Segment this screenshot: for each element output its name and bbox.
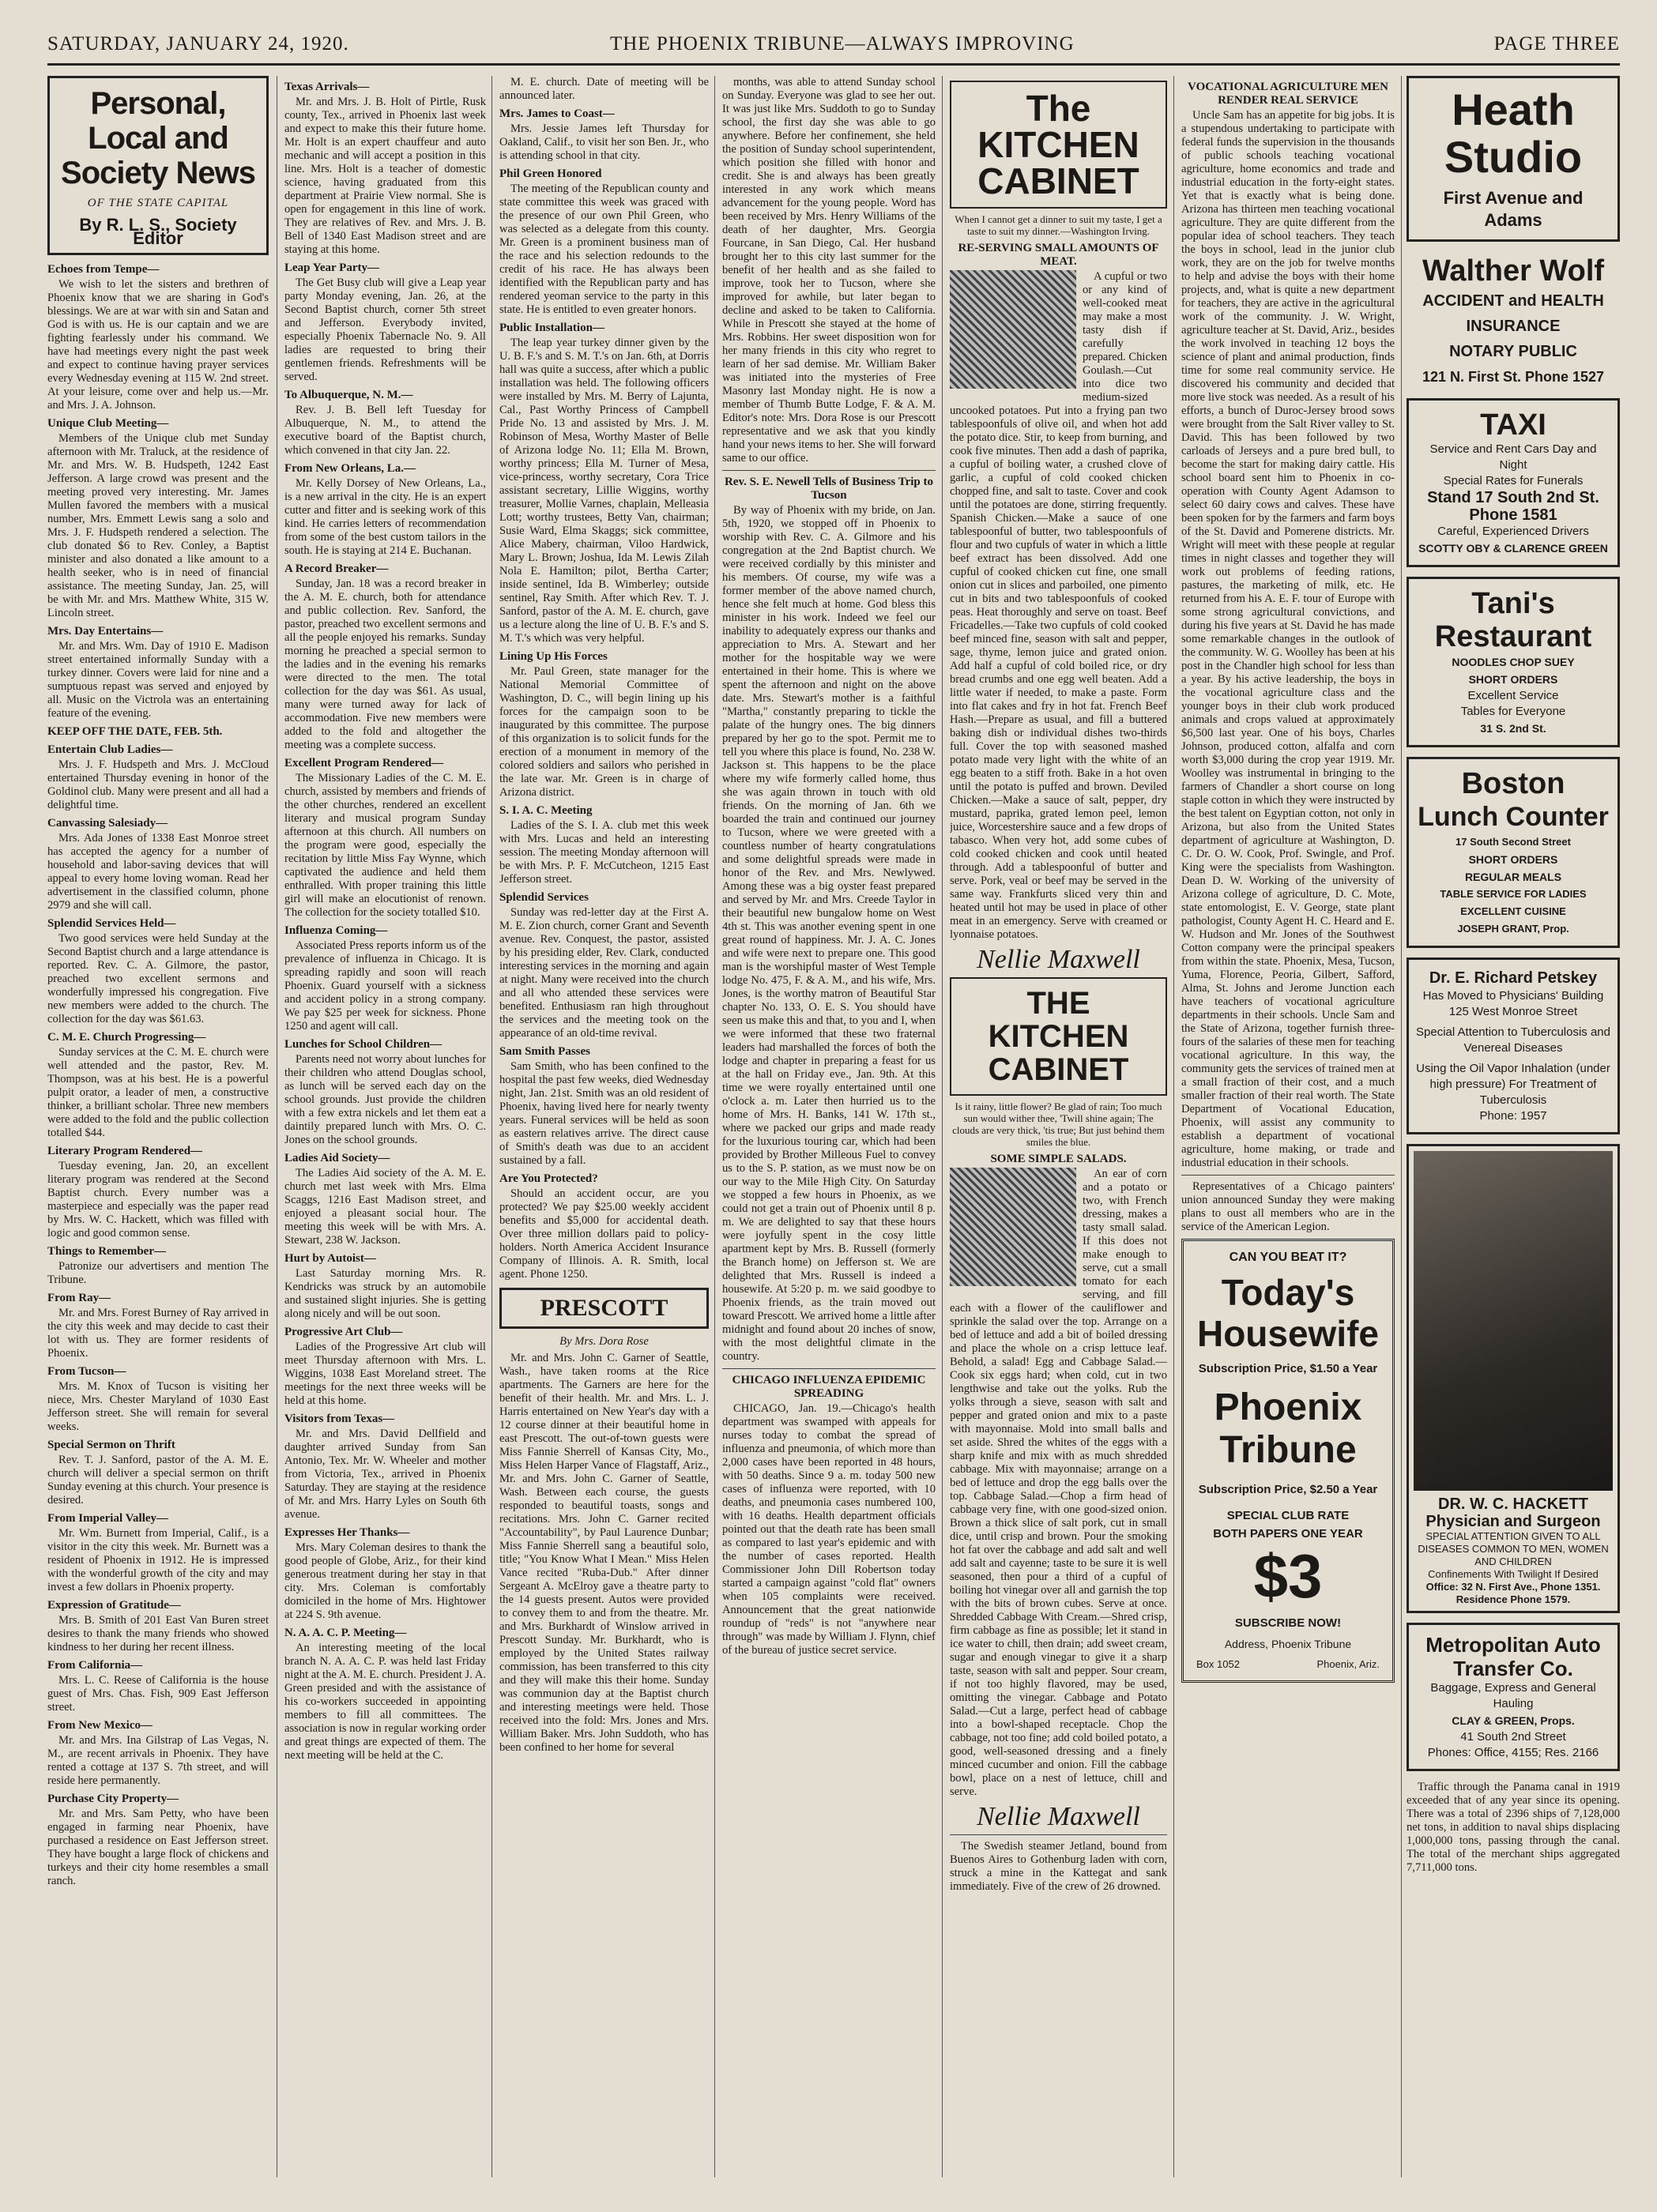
item-text: Associated Press reports inform us of the prevalence of influenza in Chicago. It is spreading rapidly and soon will reach Phoenix. Guard yourself with a sickness and accident policy in a strong company. We pay $25 per week for sickness. Phone 1250 and agent will call. bbox=[284, 939, 486, 1033]
column-rule bbox=[1401, 76, 1402, 2177]
newell-headline: Rev. S. E. Newell Tells of Business Trip to Tucson bbox=[722, 470, 936, 502]
item-heading: From Tucson— bbox=[47, 1365, 126, 1378]
wolf-line-2: ACCIDENT and HEALTH bbox=[1422, 292, 1604, 310]
item-text: Sunday was red-letter day at the First A. M. E. Zion church, corner Grant and Seventh avenue. Rev. Conquest, the pastor, assisted by his presiding elder, Rev. Clark, conducted interesting services in the morning and again at night. Many were received into the church and all who attended these services were benefited. Enthusiasm ran high throughout the services and the meeting took on the appearance of an old-time revival. bbox=[499, 906, 709, 1040]
item-text: Sunday, Jan. 18 was a record breaker in the A. M. E. church, both for attendance and public collection. Rev. Sanford, the pastor, preached two excellent sermons and all the people enjoyed his remarks. Sunday morning he preached a special sermon to the ladies and in the evening his remarks were directed to the men. The total collection for the day was $61. As usual, many were turned away for lack of accommodation. Five new members were added to the fold and altogether the meeting was a complete success. bbox=[284, 577, 486, 751]
item-text: Mrs. M. Knox of Tucson is visiting her niece, Mrs. Chester Maryland of 1030 East Jefferson street. She will remain for several weeks. bbox=[47, 1380, 269, 1433]
boston-line-3: 17 South Second Street bbox=[1456, 836, 1571, 848]
metro-line-5: 41 South 2nd Street bbox=[1460, 1730, 1566, 1744]
society-byline: By R. L. S., Society Editor bbox=[79, 215, 237, 248]
metro-line-2: Transfer Co. bbox=[1453, 1657, 1573, 1680]
metro-line-1: Metropolitan Auto bbox=[1425, 1633, 1601, 1657]
item-heading: Things to Remember— bbox=[47, 1245, 166, 1258]
sub-ad-club-price: $3 bbox=[1253, 1541, 1323, 1611]
boston-line-2: Lunch Counter bbox=[1418, 802, 1609, 832]
masthead bbox=[47, 33, 1620, 57]
taxi-line-5: Phone 1581 bbox=[1469, 506, 1557, 524]
item-heading: Canvassing Salesiady— bbox=[47, 817, 168, 830]
wolf-line-1: Walther Wolf bbox=[1422, 254, 1605, 288]
painters-brief: Representatives of a Chicago painters' union announced Sunday they were making plans to oust all members who are in the service of the American Legion. bbox=[1181, 1175, 1395, 1234]
wolf-line-5: 121 N. First St. Phone 1527 bbox=[1422, 369, 1605, 385]
petskey-line-2: Has Moved to Physicians' Building bbox=[1422, 989, 1604, 1003]
item-heading: Phil Green Honored bbox=[499, 167, 602, 180]
item-text: Mrs. B. Smith of 201 East Van Buren street desires to thank the many friends who showed kindness to her during her recent illness. bbox=[47, 1614, 269, 1653]
item-text: Mr. Kelly Dorsey of New Orleans, La., is a new arrival in the city. He is an expert cutter and fitter and is seeking work of this kind. He carries letters of recommendation from some of the best custom tailors in the south. He is staying at 214 E. Buchanan. bbox=[284, 477, 486, 557]
item-text: Mr. and Mrs. Ina Gilstrap of Las Vegas, N. M., are recent arrivals in Phoenix. They have rented a cottage at 137 S. 7th street, and will reside here permanently. bbox=[47, 1734, 269, 1787]
item-text: Rev. T. J. Sanford, pastor of the A. M. E. church will deliver a special sermon on thrift Sunday evening at this church. Your presence is desired. bbox=[47, 1454, 269, 1507]
sub-ad-both: BOTH PAPERS ONE YEAR bbox=[1213, 1527, 1363, 1540]
item-heading: Expresses Her Thanks— bbox=[284, 1526, 410, 1539]
item-heading: Splendid Services bbox=[499, 891, 589, 904]
flu-text: CHICAGO, Jan. 19.—Chicago's health department was swamped with appeals for nurses today to combat the spread of influenza and pneumonia, of which more than 2,000 cases have been reported in 48 hours, with 50 deaths. Since 9 a. m. today 500 new cases of influenza were reported, with 10 deaths, and pneumonia cases numbered 100, with 16 deaths. Health department officials pointed out that the death rate has been small as compared to last year's epidemic and with the number of cases reported. Health Commissioner John Dill Robertson today started a campaign against "cold flat" owners when 105 complaints were received. Announcement that the great nationwide roundup of "reds" is not "anywhere near through" was made by William J. Flynn, chief of the bureau of justice secret service. bbox=[722, 1402, 936, 1657]
kitchen-heading-1: RE-SERVING SMALL AMOUNTS OF MEAT. bbox=[958, 242, 1159, 268]
prescott-byline: By Mrs. Dora Rose bbox=[559, 1335, 649, 1348]
boston-line-7: EXCELLENT CUISINE bbox=[1460, 905, 1566, 917]
item-text: Rev. J. B. Bell left Tuesday for Albuquerque, N. M., to attend the executive board of the Baptist church, which convened in that city Jan. 22. bbox=[284, 404, 486, 457]
item-heading: N. A. A. C. P. Meeting— bbox=[284, 1627, 407, 1639]
item-heading: Echoes from Tempe— bbox=[47, 263, 160, 276]
item-heading: Visitors from Texas— bbox=[284, 1413, 395, 1425]
item-text: An interesting meeting of the local branch N. A. A. C. P. was held last Friday night at the A. M. E. church. President J. A. Green presided and with the assistance of his co-workers succeeded in appointing members to fill all committees. The association is now in regular working order and great things are expected of them. The next meeting will be held at the C. bbox=[284, 1642, 486, 1762]
tani-line-7: 31 S. 2nd St. bbox=[1480, 722, 1546, 735]
boston-lunch-ad bbox=[1407, 757, 1620, 948]
item-text: Mr. and Mrs. Wm. Day of 1910 E. Madison street entertained informally Sunday with a turkey dinner. Covers were laid for nine and a sumptuous repast was served and enjoyed by all. Music on the Victrola was an entertaining feature of the evening. bbox=[47, 640, 269, 720]
col2-items bbox=[284, 81, 486, 1762]
society-items bbox=[47, 263, 269, 1888]
item-heading: Entertain Club Ladies— bbox=[47, 743, 173, 756]
kitchen-heading-2: SOME SIMPLE SALADS. bbox=[990, 1153, 1127, 1165]
column-5 bbox=[950, 76, 1167, 2177]
item-heading: Sam Smith Passes bbox=[499, 1045, 591, 1058]
sub-ad-box: Box 1052 bbox=[1196, 1658, 1240, 1670]
wolf-line-3: INSURANCE bbox=[1466, 318, 1561, 335]
wolf-line-4: NOTARY PUBLIC bbox=[1449, 343, 1577, 360]
sub-ad-box-row bbox=[1188, 1657, 1388, 1671]
kitchen-signature-2: Nellie Maxwell bbox=[977, 1802, 1140, 1831]
taxi-line-4: Stand 17 South 2nd St. bbox=[1427, 489, 1599, 506]
item-heading: Mrs. Day Entertains— bbox=[47, 625, 164, 638]
petskey-line-5: Using the Oil Vapor Inhalation (under high pressure) For Treatment of Tuberculosis bbox=[1416, 1062, 1610, 1107]
kitchen-verse-2: Is it rainy, little flower? Be glad of rain; Too much sun would wither thee, 'Twill shine again; The clouds are very thick, 'tis true; But just behind them smiles the blue. bbox=[952, 1100, 1165, 1148]
item-heading: KEEP OFF THE DATE, FEB. 5th. bbox=[47, 725, 223, 738]
taxi-ad bbox=[1407, 398, 1620, 567]
item-text: We wish to let the sisters and brethren of Phoenix know that we are sharing in God's blessings. We are at war with sin and Satan and God is with us. He is our captain and we are fighting fearlessly under his command. We have had meetings every night the past week and expect to continue having prayer services every Wednesday evening at 115 W. 2nd street. At your leisure, come over and help us.—Mr. and Mrs. J. A. Johnson. bbox=[47, 278, 269, 412]
prescott-continued: months, was able to attend Sunday school on Sunday. Everyone was glad to see her out. It was just like Mrs. Suddoth to go to Sunday school, the first day she was able to go anywhere. Before her confinement, she held the position of Sunday school superintendent, which position she filled with honor and credit. She is and always has been greatly interested in any work which means advancement for the young people. Word has been received by Mrs. Henry Williams of the death of her daughter, Mrs. Georgia Fourcane, in San Diego, Cal. Her husband brought her to this city last summer for the benefit of her health and as she failed to improve, took her to Tucson, where she improved for awhile, but later began to decline and asked to be taken to California. While in Prescott she stayed at the home of Mrs. Robbins. Her sweet disposition won for her many friends in this city who regret to learn of her sad demise. Mr. William Baker was initiated into the mysteries of Free Masonry last Monday night. He is now a member of Thumb Butte Lodge, F. & A. M. Editor's note: Mrs. Dora Rose is our Prescott representative and we ask that you kindly hand your news items to her. She will forward same to our office. bbox=[722, 76, 936, 465]
item-text: Mr. and Mrs. David Dellfield and daughter arrived Sunday from San Antonio, Tex. Mr. W. Wheeler and mother from Victoria, Tex., arrived in Phoenix Saturday. They are staying at the residence of Mr. and Mrs. Harry Lyles on South 6th avenue. bbox=[284, 1428, 486, 1521]
item-heading: Unique Club Meeting— bbox=[47, 417, 169, 430]
item-heading: Public Installation— bbox=[499, 322, 604, 334]
petskey-line-3: 125 West Monroe Street bbox=[1448, 1005, 1578, 1018]
prescott-title: PRESCOTT bbox=[540, 1295, 668, 1321]
item-text: Last Saturday morning Mrs. R. Kendricks was struck by an automobile and sustained slight injuries. She is getting along nicely and will be out soon. bbox=[284, 1267, 486, 1320]
item-text: Mr. Wm. Burnett from Imperial, Calif., is a visitor in the city this week. Mr. Burnett was a resident of Phoenix in 1912. He is impressed with the wonderful growth of the city and may invest a few dollars in Phoenix property. bbox=[47, 1527, 269, 1593]
item-text: Sunday services at the C. M. E. church were well attended and the pastor, Rev. M. Thompson, was at his best. He is a powerful pulpit orator, a leader of men, a constructive thinker, a brilliant scholar. Three new members were added to the fold and the public collection totalled $44. bbox=[47, 1046, 269, 1139]
boston-line-5: REGULAR MEALS bbox=[1464, 871, 1562, 883]
item-text: Members of the Unique club met Sunday afternoon with Mr. Traluck, at the residence of Mr. and Mrs. W. B. Hudspeth, 1242 East Jefferson. A large crowd was present and the meeting proved very interesting. Mr. James Mullen favored the members with a musical number, Mrs. Emmett Lewis sang a solo and Mrs. J. F. Hudspeth rendered a selection. The club donated $6 to Rev. Conley, a Baptist minister and also donated a like amount to a health seeker, who is in need of financial assistance. The meeting Sunday, Jan. 25, will be with Mr. and Mrs. Matthew White, 315 W. Lincoln street. bbox=[47, 432, 269, 619]
panama-brief: Traffic through the Panama canal in 1919 exceeded that of any year since its opening. There was a total of 2396 ships of 7,128,000 net tons, in addition to naval ships displacing 1,000,000 tons, passing through the canal. The total of the merchant ships aggregated 7,711,000 tons. bbox=[1407, 1781, 1620, 1874]
item-text: Mrs. L. C. Reese of California is the house guest of Mrs. Chas. Fish, 909 East Jefferson street. bbox=[47, 1674, 269, 1714]
item-text: The Missionary Ladies of the C. M. E. church, assisted by members and friends of the other churches, rendered an excellent literary and musical program Sunday afternoon at this church. All numbers on the program were good, especially the recitation by little Miss Fay Wynne, which captivated the audience and held them enthralled. With proper training this little girl will make an elocutionist of renown. The collection for the society totalled $10. bbox=[284, 772, 486, 919]
item-heading: Are You Protected? bbox=[499, 1172, 598, 1185]
tanis-restaurant-ad bbox=[1407, 577, 1620, 747]
hackett-line-5: Office: 32 N. First Ave., Phone 1351. bbox=[1425, 1581, 1601, 1593]
item-heading: From California— bbox=[47, 1659, 143, 1672]
item-text: Tuesday evening, Jan. 20, an excellent literary program was rendered at the Second Baptist church. Every number was a masterpiece and especially was the paper read by Mrs. W. C. Hackett, which was filled with logic and good common sense. bbox=[47, 1160, 269, 1240]
taxi-line-2: Service and Rent Cars Day and Night bbox=[1429, 442, 1597, 472]
column-6 bbox=[1181, 76, 1395, 2177]
prescott-text: Mr. and Mrs. John C. Garner of Seattle, Wash., have taken rooms at the Rice apartments. The Garners are here for the benefit of their health. Mr. and Mrs. L. J. Harris entertained on New Year's day with a 12 course dinner at their beautiful home in east Prescott. The out-of-town guests were Miss Fannie Sherrell of Kansas City, Mo., Miss Helen Harper Vance of Flagstaff, Ariz., Mr. and Mrs. John C. Garner of Seattle, Wash. Between each course, the guests responded to beautiful toasts, songs and recitations. Mrs. John C. Garner recited "Accountability", by Paul Laurence Dunbar; Miss Fannie Sherrell sang a beautiful solo, title; "You Know What I Mean." Miss Helen Vance recited "Ruba-Dub." After dinner Sergeant A. McElroy gave a theatre party to the 14 guests present. Autos were provided to convey them to and from the theatre. Mr. and Mrs. Burkhardt of Winslow arrived in Prescott Sunday. Mr. Burkhardt, who is employed by the United States railway commission, has been transferred to this city and they will make this their home. Sunday was communion day at the Baptist church and interesting meetings were held. Those received into the fold: Mrs. Jones and Mrs. William Baker. Mrs. John Suddoth, who has been confined to her home for several bbox=[499, 1352, 709, 1754]
item-text: Mr. and Mrs. Forest Burney of Ray arrived in the city this week and may decide to cast their lot with us. They are former residents of Phoenix. bbox=[47, 1307, 269, 1360]
heath-line-1: Heath bbox=[1452, 85, 1575, 134]
petskey-line-1: Dr. E. Richard Petskey bbox=[1429, 969, 1598, 987]
sub-ad-club: SPECIAL CLUB RATE bbox=[1226, 1509, 1350, 1522]
tani-line-5: Excellent Service bbox=[1467, 689, 1559, 702]
boston-line-1: Boston bbox=[1461, 767, 1565, 800]
item-text: The leap year turkey dinner given by the U. B. F.'s and S. M. T.'s on Jan. 6th, at Dorris hall was quite a success, after which a public installation was held. The following officers were installed by Mrs. M. Berry of Lajunta, Cal., Past Worthy Princess of Campbell Pride No. 13 and assisted by Mrs. J. M. Robinson of Mesa, Worthy Master of Belle of Arizona lodge No. 11; Ella M. Brown, worthy princess; Ella M. Turner of Mesa, vice-princess, worthy secretary, Cora Trice assistant secretary, Lillie Wiggins, worthy treasurer, Mollie Varnes, chaplain, Melleasia Lott; worthy trustees, Betty Van, chairman; Susie Ward, Elma Skaggs; sick committee, Alice Mabery, chairman, Viloo Hardwick, Mary L. Brown; Joshua, Ida M. Lewis Zilah Nola E. Hamilton; pilot, Bertha Carter; inside sentinel, Ida B. Wimberley; outside sentinel, Ray Smith. After which Rev. T. J. Sanford, pastor of the A. M. E. church, gave us a lecture along the line of U. B. F.'s and S. M. T.'s which was very helpful. bbox=[499, 337, 709, 645]
item-heading: Expression of Gratitude— bbox=[47, 1599, 181, 1612]
column-4 bbox=[722, 76, 936, 2177]
heath-line-3: First Avenue and Adams bbox=[1443, 188, 1584, 230]
sub-ad-city: Phoenix, Ariz. bbox=[1316, 1658, 1380, 1670]
item-text: Mrs. Mary Coleman desires to thank the good people of Globe, Ariz., for their kind generous treatment during her stay in that city. Mrs. Coleman is comfortably domiciled in the home of Mrs. Hightower at 224 S. 9th avenue. bbox=[284, 1541, 486, 1621]
item-heading: Lunches for School Children— bbox=[284, 1038, 442, 1051]
roast-illustration bbox=[950, 270, 1076, 389]
item-text: The Ladies Aid society of the A. M. E. church met last week with Mrs. Elma Scaggs, 1216 East Madison street, and enjoyed a pleasant social hour. The meeting this week will be with Mrs. A. Stewart, 238 W. Jackson. bbox=[284, 1167, 486, 1247]
hackett-line-2: Physician and Surgeon bbox=[1425, 1513, 1601, 1530]
item-heading: To Albuquerque, N. M.— bbox=[284, 389, 413, 401]
column-rule bbox=[942, 76, 943, 2177]
petskey-line-6: Phone: 1957 bbox=[1479, 1109, 1547, 1123]
item-text: Mr. and Mrs. J. B. Holt of Pirtle, Rusk county, Tex., arrived in Phoenix last week and expect to make this their future home. Mr. Holt is an expert chauffeur and auto mechanic and will accept a position in this line. Mrs. Holt is a teacher of domestic science, having graduated from this department at Prairie View normal. She is open for engagement in this line of work. They are relatives of Rev. and Mrs. J. B. Bell of 1340 East Madison street and are staying at this home. bbox=[284, 96, 486, 256]
boston-line-4: SHORT ORDERS bbox=[1468, 853, 1558, 866]
sub-ad-price-1: Subscription Price, $1.50 a Year bbox=[1198, 1362, 1378, 1375]
item-text: Mrs. Ada Jones of 1338 East Monroe street has accepted the agency for a number of household and labor-saving devices that will appeal to every home loving woman. Read her advertisement in the classified column, phone 2979 and she will call. bbox=[47, 832, 269, 912]
kitchen-cabinet-title-2: THE KITCHEN CABINET bbox=[950, 977, 1167, 1096]
item-text: Parents need not worry about lunches for their children who attend Douglas school, as lunch will be served each day on the school grounds. Just provide the children with a few extra nickels and let them eat a daintily prepared lunch with Mrs. O. C. Jones on the school grounds. bbox=[284, 1053, 486, 1146]
hackett-line-4: Confinements With Twilight If Desired bbox=[1428, 1568, 1599, 1580]
sub-ad-housewife: Today's Housewife bbox=[1196, 1272, 1380, 1354]
item-text: Two good services were held Sunday at the Second Baptist church and a large attendance is reported. Rev. C. A. Gilmore, the pastor, preached two excellent sermons and wonderfully impressed his congregation. Five new members were added to the church. The collection for the day was $61.63. bbox=[47, 932, 269, 1025]
flu-headline: CHICAGO INFLUENZA EPIDEMIC SPREADING bbox=[722, 1368, 936, 1401]
sub-ad-question: CAN YOU BEAT IT? bbox=[1229, 1251, 1347, 1264]
pineapple-illustration bbox=[950, 1168, 1076, 1286]
item-heading: Progressive Art Club— bbox=[284, 1326, 403, 1338]
taxi-line-7: SCOTTY OBY & CLARENCE GREEN bbox=[1418, 542, 1608, 555]
column-rule bbox=[1173, 76, 1174, 2177]
boston-line-8: JOSEPH GRANT, Prop. bbox=[1457, 923, 1569, 935]
item-text: M. E. church. Date of meeting will be announced later. bbox=[499, 76, 709, 102]
masthead-rule bbox=[47, 63, 1620, 66]
heath-line-2: Studio bbox=[1444, 132, 1583, 182]
item-heading: From New Mexico— bbox=[47, 1719, 153, 1732]
society-header bbox=[47, 76, 269, 255]
heath-studio-ad bbox=[1407, 76, 1620, 242]
hackett-photo bbox=[1414, 1151, 1613, 1491]
taxi-line-1: TAXI bbox=[1480, 408, 1546, 442]
kitchen-text-2: An ear of corn and a potato or two, with French dressing, makes a tasty small salad. If this does not make enough to serve, cut a small tomato for each serving, and fill each with a flower of the cauliflower and sprinkle the salad over the top. Arrange on a bed of lettuce and add a bit of boiled dressing and place the whole on a crisp lettuce leaf. Behold, a salad! Egg and Cabbage Salad.—Cook six eggs hard; when cold, cut in two lengthwise and take out the yolks. Rub the yolks through a sieve, season with salt and pepper and grated onion and mix to a paste with mayonnaise. Mold into small balls and set aside. Shred the whites of the eggs with a sharp knife and mix with as much shredded cabbage. Mix with mayonnaise; arrange on a bed of lettuce and drop the egg balls over the top. Cabbage Salad.—Chop a firm head of cabbage very fine, with one good-sized onion. Brown a thick slice of salt pork, cut in small dice, until crisp and brown. Pour the smoking hot fat over the cabbage and add salt and well add salt and cayenne; taste to be sure it is well seasoned, then pour a third of a cupful of boiling hot vinegar over all and garnish the top with the bits of brown cubes. Serve at once. Shredded Cabbage With Cream.—Shred crisp, firm cabbage as fine as possible; let it stand in ice water to chill, then drain; add sweet cream, sugar and enough vinegar to give it a sharp taste, season with salt and pepper. Sour cream, if not too highly flavored, may be used, omitting the vinegar. Cabbage and Potato Salad.—Cut a large, perfect head of cabbage into a bowl-shaped receptacle. Chop the cabbage, not too fine; add cold boiled potato, a good, well-seasoned dressing and a finely minced cucumber and onion. Fill the cabbage bowl, place on a nest of lettuce, chill and serve. bbox=[950, 1168, 1167, 1798]
item-heading: Influenza Coming— bbox=[284, 924, 388, 937]
newell-text: By way of Phoenix with my bride, on Jan. 5th, 1920, we stopped off in Phoenix to worship with Rev. C. A. Gilmore and his congregation at the 2nd Baptist church. We were received cordially by this minister and his members. Of course, my wife was a former member of the above named church, hence she felt much at home. God bless this minister in his work. Indeed we feel our inability to adequately express our thanks and appreciation to Mrs. A. Stewart and her mother for the hospitable way we were entertained in their home. This is where we spent the afternoon and night on the above date. Mrs. Stewart's mother is a faithful "Martha," constantly preparing to tickle the palate of the hungry ones. The big dinners prepared by her go to the spot. Permit me to tell you where this place is found, No. 238 W. Jackson st. This happens to be the place where my wife formerly called home, thus she was again thrown in touch with old friends. On the morning of Jan. 6th we boarded the train and continued our journey to Tucson, where we were greeted with a countless number of hearty congratulations and some delightful spreads were made in honor of the Rev. and Mrs. Newlywed. Among these was a big oyster feast prepared and served by Mr. and Mrs. Creede Taylor in their beautiful new bungalow home on West 4th st. This was another evening spent in one great round of happiness. Mr. J. A. C. Jones and wife were next to prepare one. This good man is the worshipful master of West Temple lodge No. 475, F. & A. M., and his wife, Mrs. Jones, is the worthy matron of Beautiful Star chapter No. 133, O. E. S. You should have seen us make this and that, to you and I, when we were informed that these two fraternal leaders had marshalled the forces of both the lodge and chapter in preparing a feast for us at the hall on Friday eve., Jan. 9th. At this time we were royally entertained until one o'clock a. m. Later then hurried us to the home of Mrs. H. Banks, 141 W. 17th st., where we packed our grips and made ready for the luxurious touring car, which had been provided by Brother Milleous Fuel to convey us to the S. P. station, as we must now be on our way to the Mile High City. On Saturday we stopped a few hours in Phoenix, as we could not get a train out of Phoenix until 8 p. m. We are delighted to say that these hours were joyfully spent in the cosy little apartment kept by Mrs. B. Russell (formerly the Branch home) on Jefferson st. We are delighted that Mrs. Russell is indeed a housewife. At 5:20 p. m. we said goodbye to Phoenix friends, as the train moved out toward Prescott. We arrived home a little after midnight and found about 20 inches of snow, with the most delightful climate in the country. bbox=[722, 504, 936, 1363]
prescott-header bbox=[499, 1288, 709, 1329]
tani-line-2: Restaurant bbox=[1434, 620, 1592, 653]
column-rule bbox=[714, 76, 715, 2177]
metro-line-6: Phones: Office, 4155; Res. 2166 bbox=[1427, 1746, 1599, 1759]
masthead-date: SATURDAY, JANUARY 24, 1920. bbox=[47, 33, 349, 55]
item-text: Mrs. Jessie James left Thursday for Oakland, Calif., to visit her son Ben. Jr., who is attending school in that city. bbox=[499, 122, 709, 162]
kitchen-cabinet-title: The KITCHEN CABINET bbox=[950, 81, 1167, 209]
column-3 bbox=[499, 76, 709, 2177]
item-text: Patronize our advertisers and mention The Tribune. bbox=[47, 1260, 269, 1286]
item-text: Mr. and Mrs. Sam Petty, who have been engaged in farming near Phoenix, have purchased a residence on East Jefferson street. They have bought a large flock of chickens and turkeys and their city home resembles a small ranch. bbox=[47, 1808, 269, 1887]
item-heading: Hurt by Autoist— bbox=[284, 1252, 376, 1265]
item-text: Ladies of the Progressive Art club will meet Thursday afternoon with Mrs. L. Wiggins, 1038 East Moreland street. The meetings for the next three weeks will be held at this home. bbox=[284, 1341, 486, 1407]
masthead-page: PAGE THREE bbox=[1493, 33, 1620, 55]
item-text: Ladies of the S. I. A. club met this week with Mrs. Lucas and held an interesting session. The meeting Monday afternoon will be with Mrs. P. F. McCutcheon, 1215 East Jefferson street. bbox=[499, 819, 709, 886]
masthead-title: THE PHOENIX TRIBUNE—ALWAYS IMPROVING bbox=[610, 33, 1075, 55]
column-1 bbox=[47, 76, 269, 2177]
kitchen-verse-1: When I cannot get a dinner to suit my taste, I get a taste to suit my dinner.—Washington Irving. bbox=[955, 213, 1162, 237]
item-heading: Special Sermon on Thrift bbox=[47, 1439, 175, 1451]
column-7-ads bbox=[1407, 76, 1620, 2177]
steamer-brief: The Swedish steamer Jetland, bound from Buenos Aires to Gothenburg laden with corn, struck a mine in the Kattegat and sank immediately. Five of the crew of 26 drowned. bbox=[950, 1834, 1167, 1894]
item-text: Sam Smith, who has been confined to the hospital the past few weeks, died Wednesday night, Jan. 21st. Smith was an old resident of Phoenix, having lived here for nearly twenty years. Funeral services will be held as soon as eastern relatives arrive. The direct cause of Smith's death was due to an accident sustained by a fall. bbox=[499, 1060, 709, 1167]
boston-line-6: TABLE SERVICE FOR LADIES bbox=[1440, 888, 1587, 900]
item-heading: From Imperial Valley— bbox=[47, 1512, 169, 1525]
item-text: The Get Busy club will give a Leap year party Monday evening, Jan. 26, at the Second Baptist church, corner 5th street and Jefferson. Everybody invited, especially Phoenix Tabernacle No. 9. All ladies are requested to bring their gentlemen friends. Refreshments will be served. bbox=[284, 276, 486, 383]
item-heading: C. M. E. Church Progressing— bbox=[47, 1031, 206, 1044]
walther-wolf-ad bbox=[1407, 251, 1620, 389]
taxi-line-6: Careful, Experienced Drivers bbox=[1437, 525, 1589, 538]
item-heading: Lining Up His Forces bbox=[499, 650, 608, 663]
sub-ad-subscribe: SUBSCRIBE NOW! bbox=[1234, 1616, 1342, 1630]
hackett-line-6: Residence Phone 1579. bbox=[1456, 1593, 1571, 1605]
item-heading: Excellent Program Rendered— bbox=[284, 757, 444, 769]
society-title: Personal, Local and Society News bbox=[61, 86, 255, 190]
item-heading: Ladies Aid Society— bbox=[284, 1152, 390, 1164]
petskey-ad bbox=[1407, 957, 1620, 1134]
item-text: Mrs. J. F. Hudspeth and Mrs. J. McCloud entertained Thursday evening in honor of the Goldinol club. Many were present and all had a delightful time. bbox=[47, 758, 269, 811]
tani-line-6: Tables for Everyone bbox=[1460, 705, 1566, 718]
item-text: Should an accident occur, are you protected? We pay $25.00 weekly accident benefits and $5,000 for accidental death. Over three million dollars paid to policy-holders. North America Accident Insurance Company of Illinois. A. R. Smith, local agent. Phone 1250. bbox=[499, 1187, 709, 1281]
item-heading: From New Orleans, La.— bbox=[284, 462, 416, 475]
taxi-line-3: Special Rates for Funerals bbox=[1443, 474, 1584, 487]
hackett-ad bbox=[1407, 1144, 1620, 1613]
tani-line-1: Tani's bbox=[1471, 587, 1555, 620]
kitchen-text-1: A cupful or two or any kind of well-cooked meat may make a most tasty dish if carefully prepared. Chicken Goulash.—Cut into dice two medium-sized uncooked potatoes. Put into a frying pan two tablespoonfuls of olive oil, and when hot add the potato dice. Stir, to keep from burning, and cook five minutes. Then add a dash of paprika, a cupful of boiling water, a crushed clove of garlic, a cupful of cold cooked chicken chopped fine, and salt to taste. Cover and cook until the potatoes are done, stirring frequently. Spanish Chicken.—Make a sauce of one tablespoonful of butter, two tablespoonfuls of flour and two cupfuls of water in which a little beef extract has been dissolved. Add one cupful of cooked chicken cut fine, one small onion cut in slices and parboiled, one pimento cut in bits and two tablespoonfuls of cooked peas. Heat thoroughly and serve on toast. Beef Fricadelles.—Take two cupfuls of cold cooked beef minced fine, season with salt and pepper, sage, thyme, lemon juice and grated onion. Add half a cupful of cold boiled rice, or dry bread crumbs and one egg well beaten. Add a little water if needed, to make a paste. Form into flat cakes and fry in hot fat. French Beef Hash.—Prepare as usual, and fill a buttered baking dish or individual dishes two-thirds full. Cover the top with seasoned mashed potato made very light with the white of an egg beaten to a stiff froth. Bake in a hot oven until the potato is puffed and brown. Deviled Chicken.—Make a sauce of salt, pepper, dry mustard, paprika, grated lemon peel, lemon juice, Worcestershire sauce and a few drops of tabasco. When very hot, add some cubes of cold cooked chicken and cook until heated through. Add a tablespoonful of butter and serve. Pork, veal or beef may be served in the same way. Frankfurts sliced very thin and heated until hot may be used in place of other meat in an emergency. Serve with creamed or lyonnaise potatoes. bbox=[950, 270, 1167, 941]
item-heading: From Ray— bbox=[47, 1292, 111, 1304]
sub-ad-tribune: Phoenix Tribune bbox=[1214, 1386, 1362, 1471]
column-rule bbox=[491, 76, 492, 2177]
item-heading: S. I. A. C. Meeting bbox=[499, 804, 593, 817]
item-heading: Texas Arrivals— bbox=[284, 81, 370, 93]
item-heading: Leap Year Party— bbox=[284, 261, 379, 274]
item-heading: Mrs. James to Coast— bbox=[499, 107, 615, 120]
metropolitan-auto-ad bbox=[1407, 1623, 1620, 1771]
vocational-text: Uncle Sam has an appetite for big jobs. It is a stupendous undertaking to participate with federal funds the supervision in the thousands of public schools teaching vocational agriculture, home economics and trade and industrial education in the forty-eight states. Yet that is exactly what is being done. Arizona has thirteen men teaching vocational agriculture. They are quite different from the popular idea of school teachers. They teach the boys in school, lead in the junior club work, they are on the job for twelve months to help and advise the boys with their home projects, and, what is quite a new department for teachers, they are active in the agricultural work of the community. J. W. Wright, agriculture teacher at St. David, Ariz., besides the work involved in teaching 12 boys the science of plant and animal production, finds time for some real community service. He discovered his community and decided that more live stock was needed. As a result of his efforts, a bunch of Duroc-Jersey brood sows were brought from the Salt River valley to St. David. This has been followed by two carloads of Jerseys and a pure bred bull, to become the start for making dairy cattle. His school board sent him to Phoenix in co-operation with County Agent Adamson to select 60 dairy cows and calves. These have been spoken for by the farmers and farm boys of the St. David and Pomerene districts. Mr. Wright will meet with these people at regular times in night classes and together they will work out problems of feeding rations, pastures, the marketing of milk, etc. He returned from his A. E. F. tour of Europe with some strong agricultural convictions, and during his five years at St. David he has made some remarkable changes in the outlook of the community. W. G. Woolley has been at his post in the Chandler high school for less than a year. By his active leadership, the boys in the vocational agriculture class and the younger boys in their club work produced animals and crops valued at approximately $6,500 last year. One of his boys, Charles Johnson, produced cotton, alfalfa and corn worth $3,000 during the crop year 1919. Mr. Woolley was instrumental in bringing to the farmers of Chandler a short course on long staple cotton in which they were instructed by the best talent on Egyptian cotton, not only in Arizona, but also from the United States department of agriculture at Washington, D. C. Dr. O. W. Cook, Prof. Swingle, and Prof. King were the specialists from Washington. Dean D. W. Working of the university of Arizona college of agriculture, D. C. Mote, state entomologist, E. V. George, state plant pathologist, County Agent H. C. Heard and E. W. Hudson and Mr. Jones of the Southwest Cotton company were the principal speakers from within the state. Phoenix, Mesa, Tucson, Yuma, Florence, Peoria, Gilbert, Safford, Alma, St. Johns and Jerome Junction each have teachers of vocational agriculture departments in their schools. Uncle Sam and the State of Arizona, together furnish three-fours of the salaries of these men for teaching vocational agriculture. In this way, the community gets the services of trained men at a small fraction of their cost, and a much smaller fraction of their real worth. The State Department of Vocational Education, Phoenix, will assist any community to establish a department of vocational agriculture, home making, or trade and industrial education in their schools. bbox=[1181, 109, 1395, 1169]
sub-ad-address: Address, Phoenix Tribune bbox=[1224, 1638, 1352, 1650]
metro-line-4: CLAY & GREEN, Props. bbox=[1452, 1714, 1575, 1727]
subscription-ad bbox=[1181, 1239, 1395, 1683]
tani-line-3: NOODLES CHOP SUEY bbox=[1452, 656, 1575, 668]
sub-ad-price-2: Subscription Price, $2.50 a Year bbox=[1198, 1483, 1378, 1496]
society-subtitle: OF THE STATE CAPITAL bbox=[87, 197, 229, 209]
vocational-headline: VOCATIONAL AGRICULTURE MEN RENDER REAL SERVICE bbox=[1188, 81, 1388, 107]
metro-line-3: Baggage, Express and General Hauling bbox=[1430, 1681, 1596, 1710]
item-text: Mr. Paul Green, state manager for the National Memorial Committee of Washington, D. C., will begin lining up his forces for the campaign soon to be inaugurated by this committee. The purpose of this organization is to solicit funds for the erection of a monument in memory of the colored soldiers and sailors who perished in the late war. Mr. Green is in charge of Arizona district. bbox=[499, 665, 709, 799]
petskey-line-4: Special Attention to Tuberculosis and Venereal Diseases bbox=[1416, 1025, 1610, 1055]
item-heading: Splendid Services Held— bbox=[47, 917, 176, 930]
item-heading: A Record Breaker— bbox=[284, 562, 389, 575]
item-text: The meeting of the Republican county and state committee this week was graced with the presence of our own Phil Green, who was selected as a delegate from this county. Mr. Green is a prominent business man of the race and his selection redounds to the credit of his race. He has always been identified with the Republican party and has rendered yeoman service to the party in this state. He is entitled to even greater honors. bbox=[499, 182, 709, 316]
item-heading: Literary Program Rendered— bbox=[47, 1145, 203, 1157]
hackett-line-1: DR. W. C. HACKETT bbox=[1438, 1495, 1588, 1513]
tani-line-4: SHORT ORDERS bbox=[1468, 673, 1558, 686]
hackett-line-3: SPECIAL ATTENTION GIVEN TO ALL DISEASES COMMON TO MEN, WOMEN AND CHILDREN bbox=[1418, 1530, 1609, 1567]
column-2 bbox=[284, 76, 486, 2177]
col3-items bbox=[499, 76, 709, 1281]
item-heading: Purchase City Property— bbox=[47, 1793, 179, 1805]
kitchen-signature-1: Nellie Maxwell bbox=[977, 945, 1140, 974]
